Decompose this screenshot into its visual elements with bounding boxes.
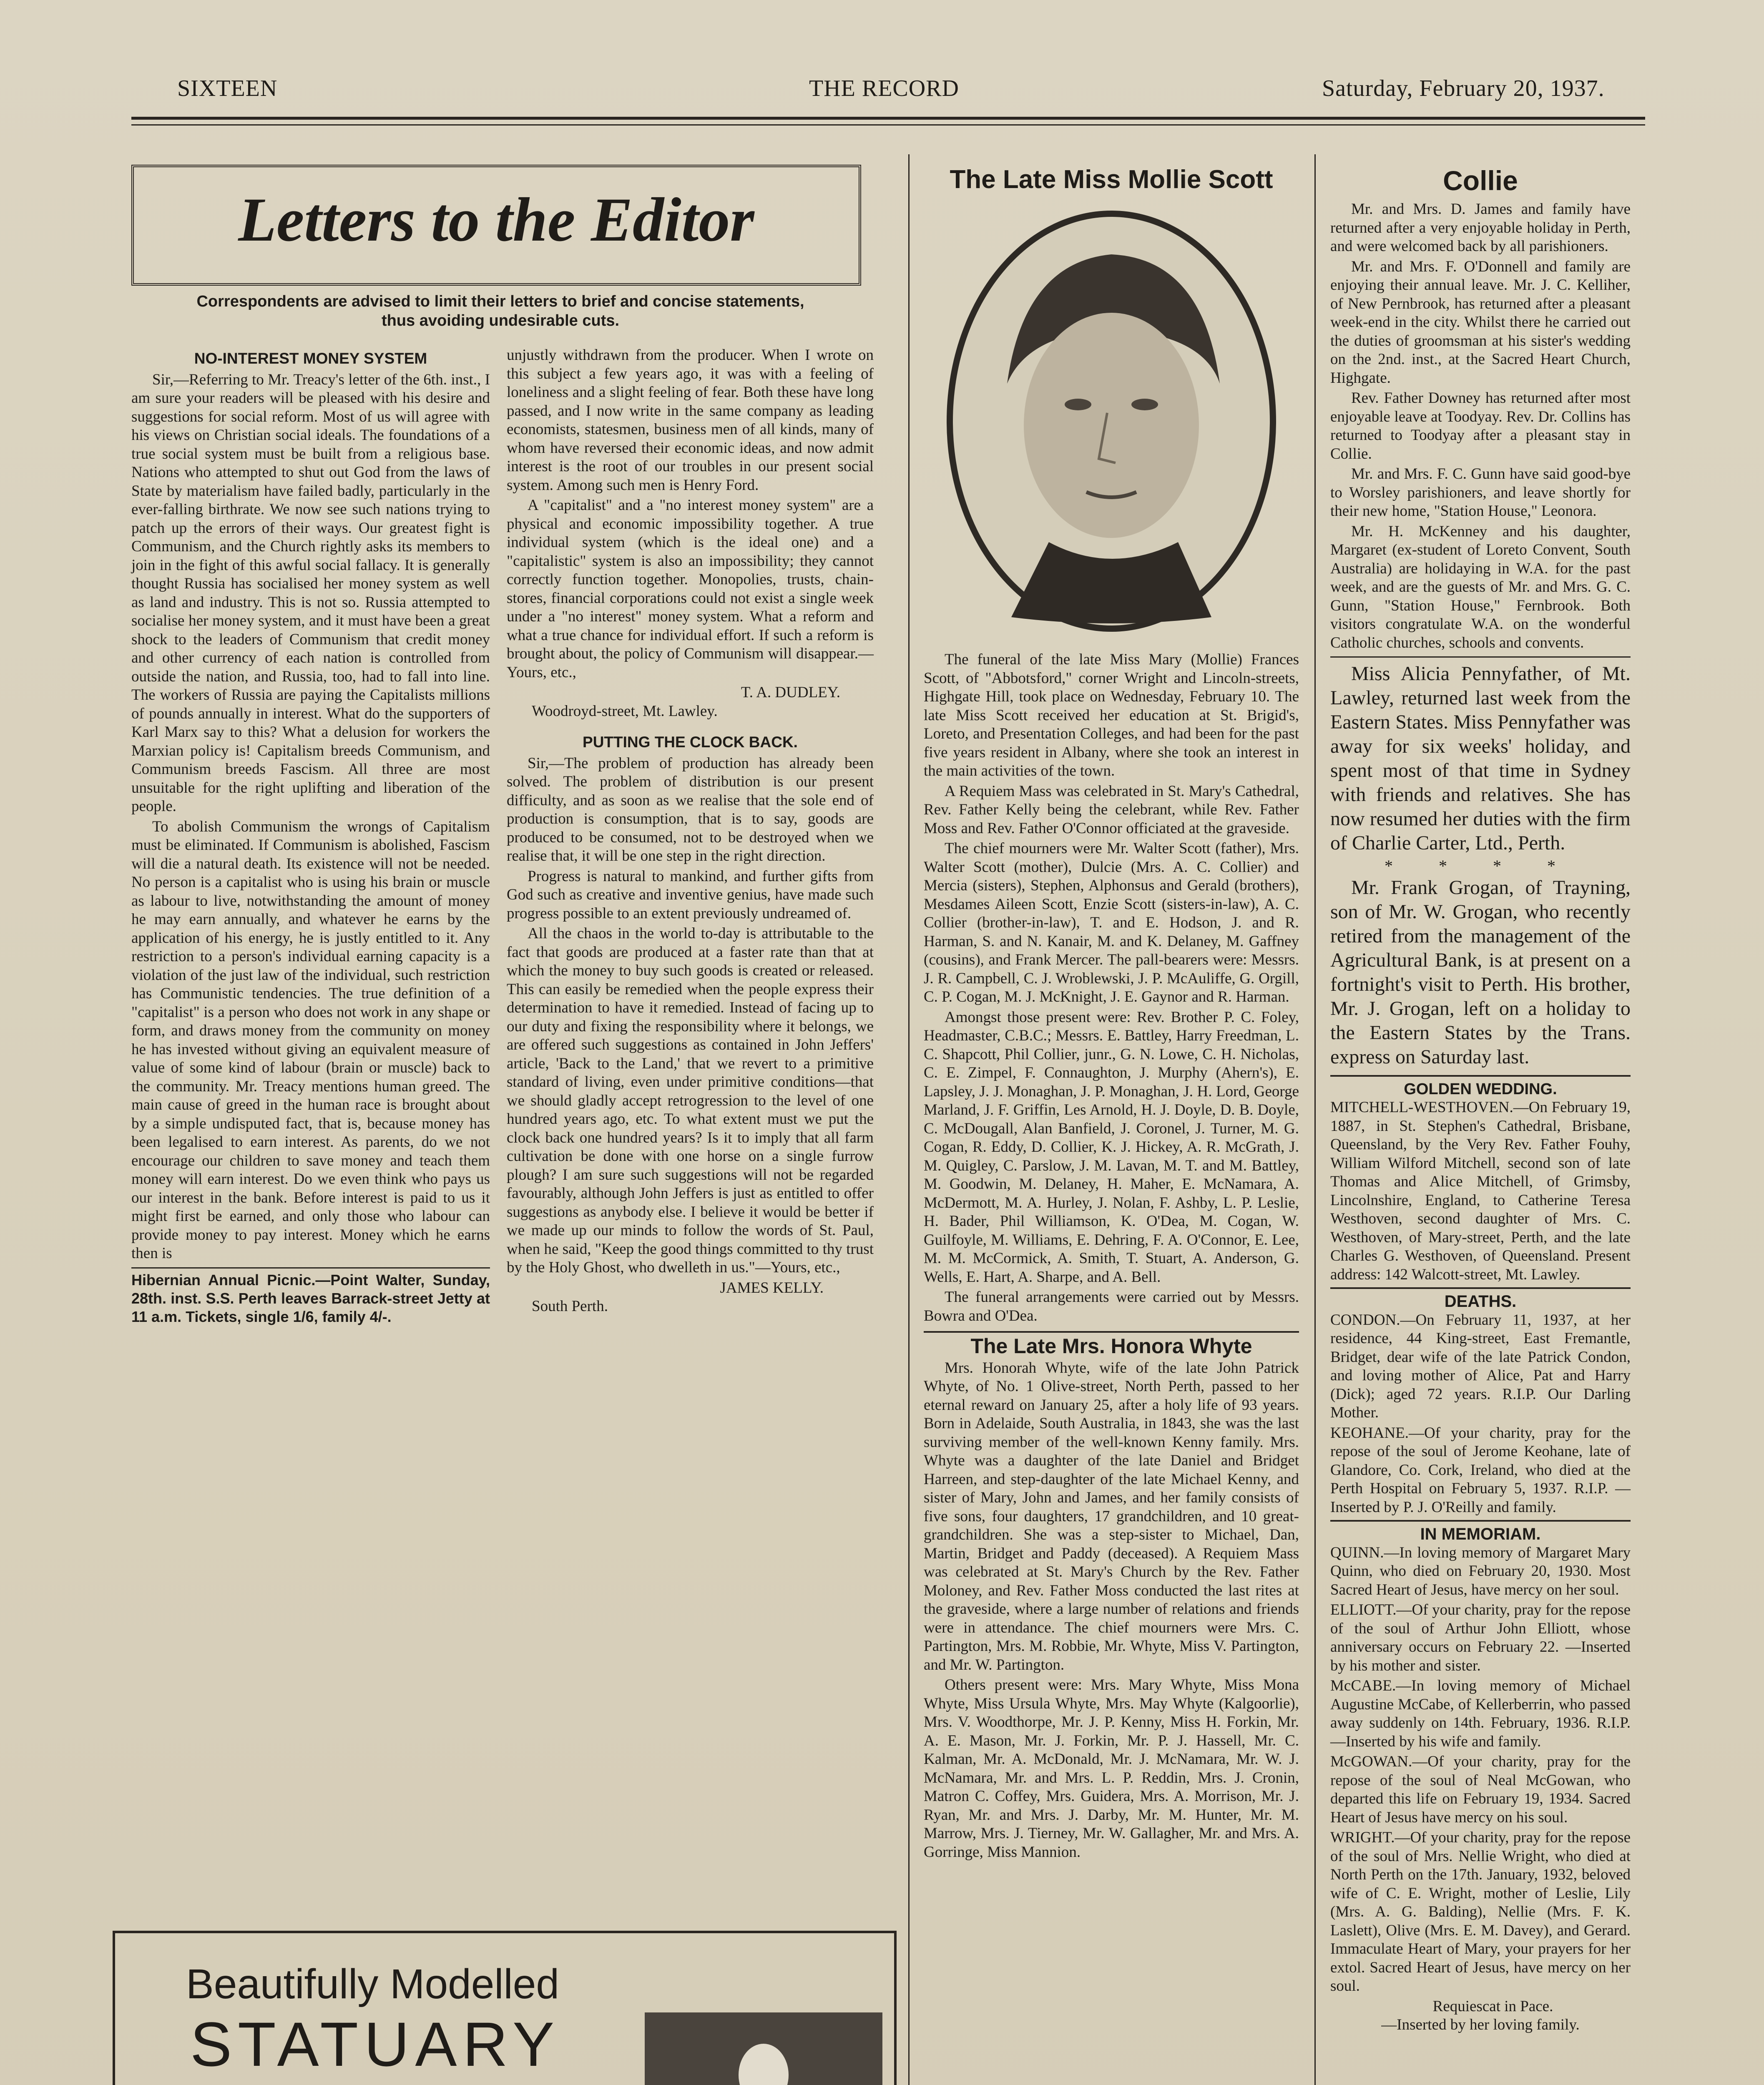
letter-column-2 (507, 346, 874, 1316)
divider (131, 1267, 490, 1269)
notice-entry: CONDON.—On February 11, 1937, at her residence, 44 King-street, East Fremantle, Bridget, dear wife of the late Patrick Condon, and loving mother of Alice, Pat and Harry (Dick); aged 72 years. R.I.P. Our Darling Mother. (1330, 1311, 1631, 1421)
portrait-photo (945, 208, 1278, 634)
letters-notice: Correspondents are advised to limit their letters to brief and concise statements, thus avoiding undesirable cuts. (196, 293, 804, 329)
statue-image (645, 2012, 882, 2085)
ad-headline: Beautifully Modelled (186, 1961, 559, 2007)
notice-entry: McCABE.—In loving memory of Michael Augustine McCabe, of Kellerberrin, who passed away suddenly on 14th. February, 1936. R.I.P. —Inserted by his wife and family. (1330, 1677, 1631, 1750)
statue-photo (645, 2012, 882, 2085)
divider (1330, 1075, 1631, 1077)
page-number: SIXTEEN (177, 75, 278, 101)
notice-entry: QUINN.—In loving memory of Margaret Mary Quinn, who died on February 20, 1930. Most Sacred Heart of Jesus, have mercy on her soul. (1330, 1544, 1631, 1598)
notice-entry: KEOHANE.—Of your charity, pray for the repose of the soul of Jerome Keohane, late of Glandore, Co. Cork, Ireland, who died at the Perth Hospital on February 5, 1937. R.I.P. —Inserted by P. J. O'Reilly and family. (1330, 1424, 1631, 1516)
ad-headline-large: STATUARY (190, 2009, 560, 2079)
letter-column-1 (131, 346, 490, 1326)
social-item: Mr. and Mrs. D. James and family have returned after a very enjoyable holiday in Perth, and were welcomed back by all parishioners. (1330, 201, 1631, 255)
right-column (1330, 200, 1631, 2035)
separator-stars: * * * * (1385, 857, 1576, 875)
social-item-large: Miss Alicia Pennyfather, of Mt. Lawley, returned last week from the Eastern States. Miss Pennyfather was away for six weeks' holiday, and spent most of that time in Sydney with friends and relatives. She has now resumed her duties with the firm of Charlie Carter, Ltd., Perth. (1330, 663, 1631, 854)
closing-line: —Inserted by her loving family. (1381, 2016, 1580, 2033)
letter-address: South Perth. (532, 1298, 608, 1315)
masthead: THE RECORD (809, 75, 959, 101)
portrait-image (945, 208, 1278, 634)
social-item: Mr. H. McKenney and his daughter, Margaret (ex-student of Loreto Convent, South Australia) are holidaying in W.A. for the past week, and are the guests of Mr. and Mrs. G. C. Gunn, "Station House," Fernbrook. Both visitors congratulate W.A. on the wonderful Catholic churches, schools and convents. (1330, 523, 1631, 651)
letter-heading: PUTTING THE CLOCK BACK. (583, 734, 798, 751)
letters-title: Letters to the Editor (238, 185, 754, 254)
obituary-paragraph: Amongst those present were: Rev. Brother P. C. Foley, Headmaster, C.B.C.; Messrs. E. Battley, Harry Freedman, L. C. Shapcott, Phil Collier, junr., G. N. Lowe, C. H. Nicholas, C. E. Zimpel, F. Connaughton, J. Murphy (Ahern's), E. Lapsley, J. J. Monaghan, J. P. Monaghan, J. H. Lord, George Marland, J. F. Griffin, Les Arnold, H. J. Doyle, D. B. Doyle, C. McDougall, Alan Banfield, J. Coronel, J. Turner, M. G. Cogan, R. Eddy, D. Collier, K. J. Hickey, A. R. McGrath, J. M. Quigley, C. Parslow, J. M. Lavan, M. T. and M. Battley, M. Goodwin, M. Delaney, H. Maher, E. McNamara, A. McDermott, M. A. Hurley, J. Nolan, F. Ashby, L. P. Leslie, H. Bader, Phil Williamson, K. O'Dea, M. Cogan, W. Guilfoyle, M. Williams, E. Dehring, F. A. O'Connor, E. Lee, M. M. McCormick, A. Smith, T. Stuart, A. Anderson, G. Wells, E. Hart, A. Sharpe, and A. Bell. (924, 1008, 1299, 1286)
issue-date: Saturday, February 20, 1937. (1322, 75, 1605, 101)
section-heading: Collie (1443, 165, 1518, 196)
letter-heading: NO-INTEREST MONEY SYSTEM (194, 350, 427, 367)
social-item: Mr. and Mrs. F. O'Donnell and family are enjoying their annual leave. Mr. J. C. Kelliher, of New Pernbrook, has returned after a pleasant week-end in the city. Whilst there he carried out the duties of groomsman at his sister's wedding on the 2nd. inst., at the Sacred Heart Church, Highgate. (1330, 258, 1631, 387)
notice-entry: McGOWAN.—Of your charity, pray for the repose of the soul of Neal McGowan, who departed this life on February 19, 1934. Sacred Heart of Jesus have mercy on his soul. (1330, 1753, 1631, 1826)
header-rule (131, 117, 1645, 120)
letter-paragraph: A "capitalist" and a "no interest money system" are a physical and economic impossibility together. A true individual system (which is the ideal one) and a "capitalistic" system is also an impossibility; they cannot correctly function together. Monopolies, trusts, chain-stores, financial corporations could not exist a single week under a "no interest" money system. What a reform and what a true chance for individual effort. If such a reform is brought about, the policy of Communism will disappear.—Yours, etc., (507, 497, 874, 681)
divider (924, 1331, 1299, 1333)
obituary-paragraph: The funeral of the late Miss Mary (Mollie) Frances Scott, of "Abbotsford," corner Wright and Lincoln-streets, Highgate Hill, took place on Wednesday, February 10. The late Miss Scott received her education at St. Brigid's, Loreto, and Presentation Colleges, and had been for the past five years resident in Albany, where she took an interest in the main activities of the town. (924, 651, 1299, 779)
obituary-paragraph: The funeral arrangements were carried out by Messrs. Bowra and O'Dea. (924, 1289, 1299, 1324)
social-item: Mr. and Mrs. F. C. Gunn have said good-bye to Worsley parishioners, and leave shortly for their new home, "Station House," Leonora. (1330, 465, 1631, 520)
social-item-large: Mr. Frank Grogan, of Trayning, son of Mr. W. Grogan, who recently retired from the management of the Agricultural Bank, is at present on a fortnight's visit to Perth. His brother, Mr. J. Grogan, left on a holiday to the Eastern States by the Trans. express on Saturday last. (1330, 876, 1631, 1068)
notice-heading: IN MEMORIAM. (1420, 1525, 1541, 1543)
notice-entry: ELLIOTT.—Of your charity, pray for the repose of the soul of Arthur John Elliott, whose anniversary occurs on February 22. —Inserted by his mother and sister. (1330, 1601, 1631, 1674)
obituary-paragraph: Others present were: Mrs. Mary Whyte, Miss Mona Whyte, Miss Ursula Whyte, Mrs. May Whyte (Kalgoorlie), Mrs. V. Woodthorpe, Mr. J. P. Kenny, Miss H. Forkin, Mr. A. E. Mason, Mr. J. Forkin, Mr. P. J. Hassell, Mr. C. Kalman, Mr. A. McDonald, Mr. J. McNamara, Mr. W. J. McNamara, Mr. and Mrs. L. P. Reddin, Mrs. J. Cronin, Matron C. Coffey, Mrs. Guidera, Mrs. A. Morrison, Mr. J. Ryan, Mr. and Mrs. J. Darby, Mr. M. Hunter, Mr. M. Marrow, Mrs. J. Tierney, Mr. W. Gallagher, Mr. and Mrs. A. Gorringe, Miss Mannion. (924, 1676, 1299, 1861)
statuary-ad (113, 1931, 897, 2085)
letter-signature: T. A. DUDLEY. (741, 684, 840, 701)
letter-signature: JAMES KELLY. (720, 1279, 824, 1296)
letter-paragraph: Sir,—Referring to Mr. Treacy's letter of the 6th. inst., I am sure your readers will be pleased with his desire and suggestions for social reform. Most of us will agree with his views on Christian social ideals. The foundations of a true social system must be built from a religious base. Nations who attempted to shut out God from the laws of State by materialism have failed badly, particularly in the ever-falling birthrate. We now see such nations trying to patch up the errors of their ways. Our greatest fight is Communism, and the Church rightly asks its members to join in the fight of this awful social fallacy. It is generally thought Russia has socialised her money system as well as land and industry. This is not so. Russia attempted to socialise her money system, and it must have been a great shock to the leaders of Communism that credit money and other currency of each nation is controlled from outside the nation, and Russia, too, had to fall into line. The workers of Russia are paying the Capitalists millions of pounds annually in interest. What do the supporters of Karl Marx say to this? What a delusion for workers the Marxian policy is! Capitalism breeds Communism, and Communism breeds Fascism. All three are most unsuitable for the right uplifting and liberation of the people. (131, 371, 490, 815)
notice-entry: MITCHELL-WESTHOVEN.—On February 19, 1887, in St. Stephen's Cathedral, Brisbane, Queensland, by the Very Rev. Father Fouhy, William Wilford Mitchell, second son of late Thomas and Alice Mitchell, of Grimsby, Lincolnshire, England, to Catherine Teresa Westhoven, second daughter of Mrs. C. Westhoven, of Mary-street, Perth, and the late Charles G. Westhoven, of Queensland. Present address: 142 Walcott-street, Mt. Lawley. (1330, 1099, 1631, 1283)
header-rule-thin (131, 124, 1645, 126)
picnic-notice: Hibernian Annual Picnic.—Point Walter, Sunday, 28th. inst. S.S. Perth leaves Barrack-street Jetty at 11 a.m. Tickets, single 1/6, family 4/-. (131, 1271, 490, 1325)
obituary-paragraph: A Requiem Mass was celebrated in St. Mary's Cathedral, Rev. Father Kelly being the celebrant, while Rev. Father Moss and Rev. Father O'Connor officiated at the graveside. (924, 782, 1299, 837)
obituary-heading: The Late Mrs. Honora Whyte (970, 1334, 1252, 1358)
notice-heading: DEATHS. (1444, 1292, 1517, 1311)
column-divider (1314, 154, 1316, 2085)
closing-line: Requiescat in Pace. (1432, 1997, 1553, 2015)
notice-heading: GOLDEN WEDDING. (1404, 1080, 1557, 1098)
social-item: Rev. Father Downey has returned after most enjoyable leave at Toodyay. Rev. Dr. Collins has returned to Toodyay after a pleasant stay in Collie. (1330, 389, 1631, 462)
obituary-heading: The Late Miss Mollie Scott (950, 165, 1273, 194)
letter-paragraph: Sir,—The problem of production has already been solved. The problem of distribution is our present difficulty, and as soon as we realise that the sole end of production is consumption, that is to say, goods are produced to be consumed, not to be destroyed when we realise that, it will be one step in the right direction. (507, 754, 874, 864)
letter-paragraph: Progress is natural to mankind, and further gifts from God such as creative and inventive genius, have made such progress possible to an extent previously undreamed of. (507, 867, 874, 922)
middle-column (924, 651, 1299, 1863)
letter-paragraph: To abolish Communism the wrongs of Capitalism must be eliminated. If Communism is abolished, Fascism will die a natural death. Its existence will not be needed. No person is a capitalist who is using his brain or muscle as labour to live, notwithstanding the amount of money he may earn annually, and whatever he earns by the application of his energy, he is justly entitled to it. Any restriction to a person's individual earning capacity is a violation of the just law of the individual, such restriction has Communistic tendencies. The true definition of a "capitalist" is a person who does not work in any shape or form, and draws money from the community on money he has invested without giving an equivalent measure of value of some kind of labour (brain or muscle) back to the community. Mr. Treacy mentions human greed. The main cause of greed in the human race is brought about by a simple undisputed fact, that is, because money has been legalised to earn interest. As parents, do we not encourage our children to save money and teach them money will earn interest. Do we even think who pays us our interest in the bank. Before interest is paid to us it might first be earned, and only those who labour can provide money to pay interest. Money which he earns then is (131, 818, 490, 1262)
letter-paragraph: All the chaos in the world to-day is attributable to the fact that goods are produced at a faster rate than that at which the money to buy such goods is created or released. This can easily be remedied when the people express their determination to have it remedied. Instead of facing up to our duty and fixing the responsibility where it belongs, we are offered such suggestions as contained in John Jeffers' article, 'Back to the Land,' that we revert to a primitive standard of living, even under primitive conditions—that we should gladly accept retrogression to the level of one hundred years ago, etc. To what extent must we put the clock back one hundred years? Is it to imply that all farm cultivation be done with one horse on a single furrow plough? I am sure such suggestions will not be regarded favourably, although John Jeffers is just as entitled to offer suggestions as anybody else. I believe it would be better if we made up our minds to follow the words of St. Paul, when he said, "Keep the good things committed to thy trust by the Holy Ghost, who dwelleth in us."—Yours, etc., (507, 925, 874, 1276)
divider (1330, 1287, 1631, 1289)
obituary-paragraph: Mrs. Honorah Whyte, wife of the late John Patrick Whyte, of No. 1 Olive-street, North Perth, passed to her eternal reward on January 25, after a holy life of 93 years. Born in Adelaide, South Australia, in 1843, she was the last surviving member of the well-known Kenny family. Mrs. Whyte was a daughter of the late Daniel and Bridget Harreen, and step-daughter of the late Michael Kenny, and sister of Mary, John and James, and her family consists of five sons, four daughters, 17 grandchildren, and 10 great-grandchildren. She was a step-sister to Michael, Dan, Martin, Bridget and Paddy (deceased). A Requiem Mass was celebrated at St. Mary's Church by the Rev. Father Moloney, and Rev. Father Moss conducted the last rites at the graveside, where a large number of relations and friends were in attendance. The chief mourners were Mrs. C. Partington, Mrs. M. Robbie, Mr. Whyte, Miss V. Partington, and Mr. W. Partington. (924, 1359, 1299, 1673)
notice-entry: WRIGHT.—Of your charity, pray for the repose of the soul of Mrs. Nellie Wright, who died at North Perth on the 17th. January, 1932, beloved wife of C. E. Wright, mother of Leslie, Lily (Mrs. A. G. Balding), Nellie (Mrs. F. K. Laslett), Olive (Mrs. E. M. Davey), and Gerard. Immaculate Heart of Mary, your prayers for her extol. Sacred Heart of Jesus, have mercy on her soul. (1330, 1829, 1631, 1995)
obituary-paragraph: The chief mourners were Mr. Walter Scott (father), Mrs. Walter Scott (mother), Dulcie (Mrs. A. C. Collier) and Mercia (sisters), Stephen, Alphonsus and Gerald (brothers), Mesdames Aileen Scott, Enzie Scott (sisters-in-law), A. C. Collier (brother-in-law), T. and E. Hodson, J. and R. Harman, S. and N. Kanair, M. and K. Delaney, M. Gaffney (cousins), and Frank Mercer. The pall-bearers were: Messrs. J. R. Campbell, C. J. Wroblewski, J. P. McAuliffe, G. Orgill, C. P. Cogan, M. J. McKnight, J. E. Gaynor and R. Harman. (924, 840, 1299, 1005)
letter-address: Woodroyd-street, Mt. Lawley. (532, 702, 718, 720)
column-divider (908, 154, 910, 2085)
letter-paragraph: unjustly withdrawn from the producer. When I wrote on this subject a few years ago, it was with a feeling of loneliness and a slight feeling of fear. Both these have long passed, and I now write in the same company as leading economists, statesmen, business men of all kinds, many of whom have reversed their economic ideas, and now admit interest is the root of our troubles in our present social system. Among such men is Henry Ford. (507, 347, 874, 494)
divider (1330, 656, 1631, 658)
letters-banner (131, 165, 861, 286)
divider (1330, 1520, 1631, 1522)
